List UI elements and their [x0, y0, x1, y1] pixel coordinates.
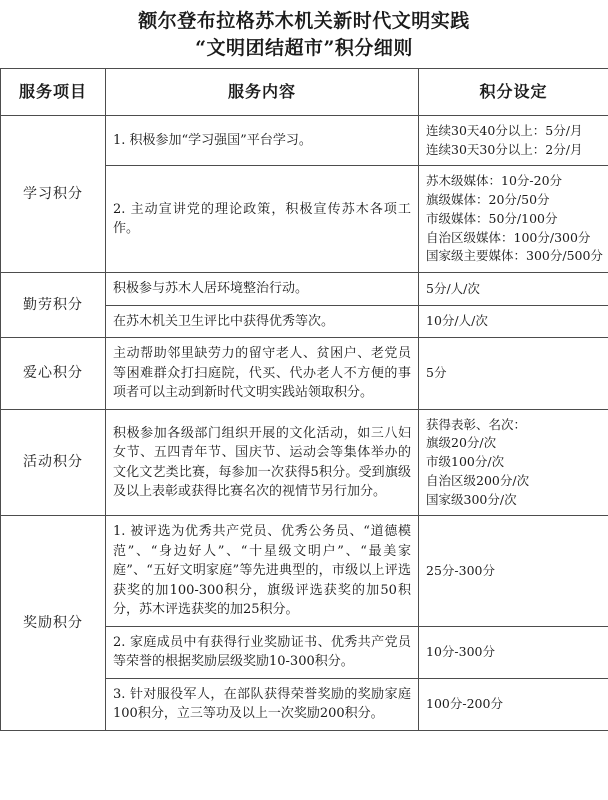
score-line: 市级媒体：50分/100分: [426, 210, 558, 226]
score-line: 5分: [426, 365, 447, 381]
category-cell: 勤劳积分: [1, 273, 106, 338]
table-body: [1, 115, 608, 730]
header-service-item: 服务项目: [1, 68, 106, 115]
header-score-setting: 积分设定: [419, 68, 608, 115]
service-content-cell: 在苏木机关卫生评比中获得优秀等次。: [106, 305, 419, 338]
score-cell: [419, 305, 608, 338]
score-cell: [419, 626, 608, 678]
score-line: 5分/人/次: [426, 280, 480, 296]
service-content-cell: 1. 积极参加“学习强国”平台学习。: [106, 115, 419, 166]
category-cell: 爱心积分: [1, 338, 106, 410]
points-rules-table: [0, 68, 608, 731]
service-content-cell: 主动帮助邻里缺劳力的留守老人、贫困户、老党员等困难群众打扫庭院，代买、代办老人不方便的事项者可以主动到新时代文明实践站领取积分。: [106, 338, 419, 410]
service-content-cell: 积极参与苏木人居环境整治行动。: [106, 273, 419, 306]
score-line: 市级100分/次: [426, 454, 505, 470]
table-row: [1, 338, 608, 410]
score-cell: [419, 409, 608, 516]
score-cell: [419, 678, 608, 730]
score-cell: [419, 516, 608, 627]
score-line: 获得表彰、名次：: [426, 416, 527, 432]
score-line: 苏木级媒体：10分-20分: [426, 173, 563, 189]
table-row: [1, 273, 608, 306]
score-line: 旗级20分/次: [426, 435, 497, 451]
header-service-content: 服务内容: [106, 68, 419, 115]
score-line: 100分-200分: [426, 696, 503, 712]
service-content-cell: 1. 被评选为优秀共产党员、优秀公务员、“道德模范”、“身边好人”、“十星级文明户”、“最美家庭”、“五好文明家庭”等先进典型的，市级以上评选获奖的加100-300积分，旗级评选获奖的加50积分，苏木评选获奖的加25积分。: [106, 516, 419, 627]
score-line: 连续30天40分以上：5分/月: [426, 122, 583, 138]
service-content-cell: 2. 主动宣讲党的理论政策，积极宣传苏木各项工作。: [106, 166, 419, 273]
score-line: 旗级媒体：20分/50分: [426, 192, 550, 208]
score-line: 国家级主要媒体：300分/500分: [426, 248, 603, 264]
title-line-2: “文明团结超市”积分细则: [195, 36, 413, 59]
table-header: [1, 68, 608, 115]
score-line: 自治区级媒体：100分/300分: [426, 229, 591, 245]
table-row: [1, 516, 608, 627]
table-row: [1, 409, 608, 516]
service-content-cell: 积极参加各级部门组织开展的文化活动，如三八妇女节、五四青年节、国庆节、运动会等集体举办的文化文艺类比赛，每参加一次获得5积分。受到旗级及以上表彰或获得比赛名次的视情节另行加分。: [106, 409, 419, 516]
document-title: [0, 0, 608, 68]
score-cell: [419, 273, 608, 306]
score-line: 自治区级200分/次: [426, 472, 530, 488]
category-cell: 活动积分: [1, 409, 106, 516]
score-line: 10分/人/次: [426, 313, 488, 329]
score-cell: [419, 166, 608, 273]
category-cell: 奖励积分: [1, 516, 106, 731]
score-line: 10分-300分: [426, 644, 495, 660]
category-cell: 学习积分: [1, 115, 106, 272]
title-line-1: 额尔登布拉格苏木机关新时代文明实践: [138, 10, 470, 32]
service-content-cell: 2. 家庭成员中有获得行业奖励证书、优秀共产党员等荣誉的根据奖励层级奖励10-300积分。: [106, 626, 419, 678]
service-content-cell: 3. 针对服役军人，在部队获得荣誉奖励的奖励家庭100积分，立三等功及以上一次奖励200积分。: [106, 678, 419, 730]
score-line: 连续30天30分以上：2分/月: [426, 141, 583, 157]
score-line: 25分-300分: [426, 562, 495, 578]
score-cell: [419, 115, 608, 166]
score-cell: [419, 338, 608, 410]
header-row: [1, 68, 608, 115]
score-line: 国家级300分/次: [426, 491, 517, 507]
table-row: [1, 115, 608, 166]
